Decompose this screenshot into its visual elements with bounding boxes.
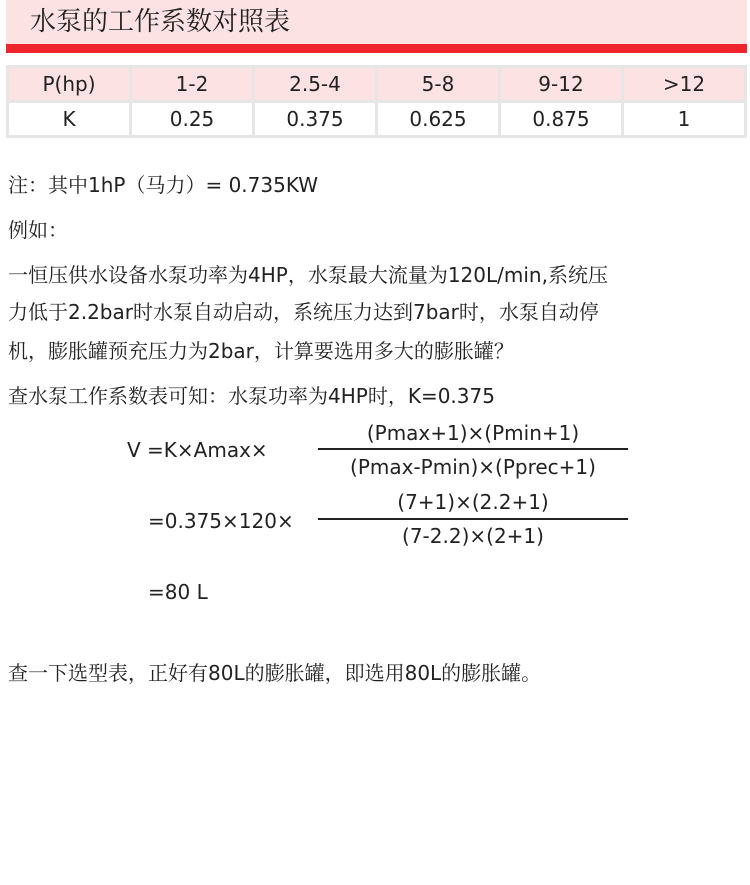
table-header-cell: 1-2 — [132, 68, 252, 100]
table-header-cell: >12 — [624, 68, 744, 100]
title-bar — [6, 0, 747, 44]
note-text: 注：其中1hP（马力）= 0.735KW — [8, 173, 319, 197]
table-cell: 0.375 — [255, 103, 375, 135]
table-header-row — [9, 68, 744, 100]
table-header-cell: 2.5-4 — [255, 68, 375, 100]
formula-lhs: V =K×Amax× — [127, 438, 268, 462]
table-cell: 0.25 — [132, 103, 252, 135]
formula-numerator: (Pmax+1)×(Pmin+1) — [366, 421, 580, 445]
problem-line-3: 机，膨胀罐预充压力为2bar，计算要选用多大的膨胀罐？ — [8, 339, 514, 363]
table-row — [9, 103, 744, 135]
problem-line-2: 力低于2.2bar时水泵自动启动，系统压力达到7bar时，水泵自动停 — [8, 300, 599, 324]
table-cell: K — [9, 103, 129, 135]
substitution-fraction-bar — [318, 518, 628, 520]
table-header-cell: 5-8 — [378, 68, 498, 100]
substitution-numerator: (7+1)×(2.2+1) — [397, 490, 549, 514]
table-header-cell: 9-12 — [501, 68, 621, 100]
title-underline — [6, 44, 747, 53]
page-title: 水泵的工作系数对照表 — [30, 7, 291, 37]
substitution-lhs: =0.375×120× — [148, 509, 294, 533]
coefficient-table — [6, 65, 747, 138]
substitution-denominator: (7-2.2)×(2+1) — [402, 524, 544, 548]
table-header-cell: P(hp) — [9, 68, 129, 100]
lookup-text: 查水泵工作系数表可知：水泵功率为4HP时，K=0.375 — [8, 384, 495, 408]
example-label: 例如： — [8, 218, 68, 242]
result-text: =80 L — [148, 580, 208, 604]
conclusion-text: 查一下选型表，正好有80L的膨胀罐，即选用80L的膨胀罐。 — [8, 661, 542, 685]
formula-fraction-bar — [318, 448, 628, 450]
table-cell: 0.625 — [378, 103, 498, 135]
table-cell: 0.875 — [501, 103, 621, 135]
problem-line-1: 一恒压供水设备水泵功率为4HP，水泵最大流量为120L/min,系统压 — [8, 263, 608, 287]
formula-denominator: (Pmax-Pmin)×(Pprec+1) — [350, 455, 596, 479]
table-cell: 1 — [624, 103, 744, 135]
